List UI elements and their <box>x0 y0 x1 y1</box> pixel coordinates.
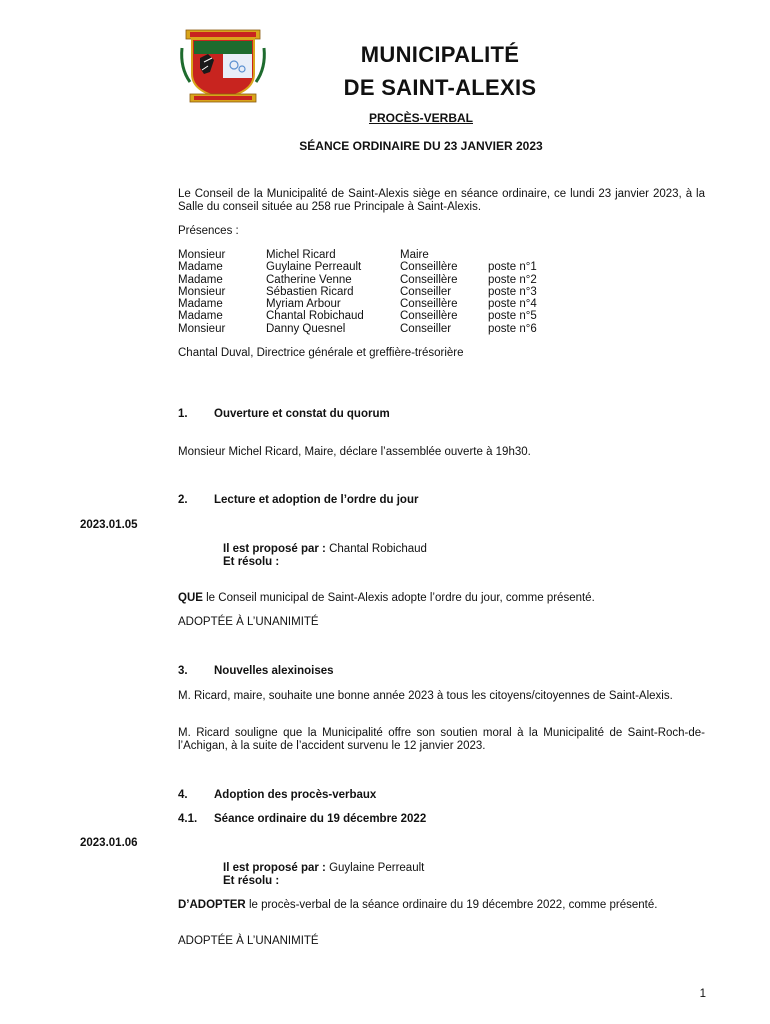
resolution-number: 2023.01.05 <box>80 519 138 531</box>
page-number: 1 <box>699 988 706 1000</box>
resolved-label: Et résolu : <box>223 556 280 568</box>
session-heading: SÉANCE ORDINAIRE DU 23 JANVIER 2023 <box>299 139 543 153</box>
intro-paragraph: Le Conseil de la Municipalité de Saint-Alexis siège en séance ordinaire, ce lundi 23 janvier 2023, à la Salle du conseil située au 258 rue Principale à Saint-Alexis. <box>178 188 705 213</box>
resolution-number: 2023.01.06 <box>80 837 138 849</box>
presence-row: Madame Guylaine Perreault Conseillère poste n°1 <box>178 261 537 274</box>
section-3-number: 3. <box>178 665 188 677</box>
document-subtitle: PROCÈS-VERBAL <box>368 111 473 125</box>
resolution-decision: D’ADOPTER le procès-verbal de la séance ordinaire du 19 décembre 2022, comme présenté. <box>178 899 658 911</box>
document-title-line2: DE SAINT-ALEXIS <box>343 75 537 100</box>
section-4-1-title: Séance ordinaire du 19 décembre 2022 <box>214 813 427 825</box>
presences-label: Présences : <box>178 225 239 237</box>
section-4-number: 4. <box>178 789 188 801</box>
section-3-paragraph-2: M. Ricard souligne que la Municipalité offre son soutien moral à la Municipalité de Saint-Roch-de-l’Achigan, à la suite de l’accident survenu le 12 janvier 2023. <box>178 727 705 752</box>
section-1-number: 1. <box>178 408 188 420</box>
director-line: Chantal Duval, Directrice générale et greffière-trésorière <box>178 347 464 359</box>
proposer-name: Guylaine Perreault <box>329 862 425 874</box>
presence-row: Monsieur Sébastien Ricard Conseiller poste n°3 <box>178 285 537 298</box>
section-2-number: 2. <box>178 494 188 506</box>
section-1-text: Monsieur Michel Ricard, Maire, déclare l’assemblée ouverte à 19h30. <box>178 446 531 458</box>
presence-row: Madame Catherine Venne Conseillère poste n°2 <box>178 273 537 286</box>
proposed-by-line: Il est proposé par : Guylaine Perreault <box>223 862 425 874</box>
municipal-crest-logo <box>178 28 268 106</box>
presence-row: Monsieur Danny Quesnel Conseiller poste n°6 <box>178 322 537 335</box>
presence-row: Madame Chantal Robichaud Conseillère poste n°5 <box>178 310 537 323</box>
proposed-by-line: Il est proposé par : Chantal Robichaud <box>223 543 427 555</box>
section-4-1-number: 4.1. <box>178 813 198 825</box>
proposer-name: Chantal Robichaud <box>329 543 427 555</box>
section-1-title: Ouverture et constat du quorum <box>214 408 390 420</box>
presences-list <box>178 249 537 335</box>
presence-row: Madame Myriam Arbour Conseillère poste n°4 <box>178 298 537 311</box>
section-2-title: Lecture et adoption de l’ordre du jour <box>214 494 419 506</box>
adoption-status: ADOPTÉE À L’UNANIMITÉ <box>178 616 319 628</box>
resolution-decision: QUE le Conseil municipal de Saint-Alexis adopte l’ordre du jour, comme présenté. <box>178 592 595 604</box>
section-3-paragraph-1: M. Ricard, maire, souhaite une bonne année 2023 à tous les citoyens/citoyennes de Saint-Alexis. <box>178 690 673 702</box>
presence-row: Monsieur Michel Ricard Maire <box>178 249 429 261</box>
resolved-label: Et résolu : <box>223 875 280 887</box>
section-4-title: Adoption des procès-verbaux <box>214 789 377 801</box>
section-3-title: Nouvelles alexinoises <box>214 665 334 677</box>
document-title-line1: MUNICIPALITÉ <box>360 42 520 67</box>
adoption-status: ADOPTÉE À L’UNANIMITÉ <box>178 935 319 947</box>
